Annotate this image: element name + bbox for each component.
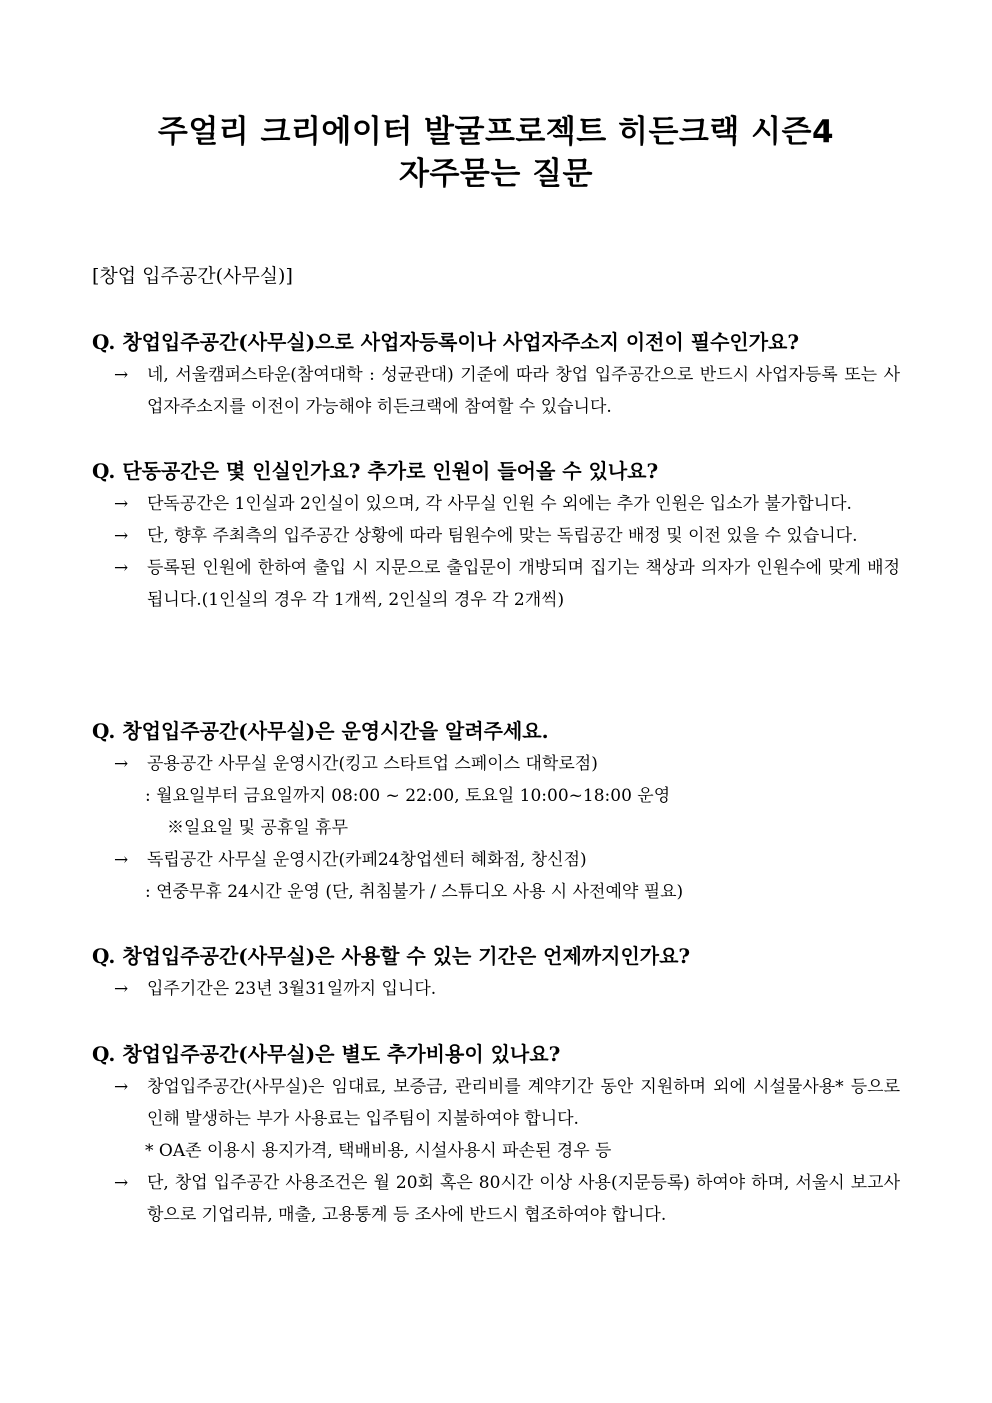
faq-question: Q. 단동공간은 몇 인실인가요? 추가로 인원이 들어올 수 있나요? <box>92 459 659 483</box>
faq-answer <box>92 359 900 423</box>
arrow-icon: → <box>114 526 129 546</box>
faq-answer-text: 단독공간은 1인실과 2인실이 있으며, 각 사무실 인원 수 외에는 추가 인원은 입소가 불가합니다. <box>147 494 852 514</box>
faq-detail: : 연중무휴 24시간 운영 (단, 취침불가 / 스튜디오 사용 시 사전예약 필요) <box>145 882 684 902</box>
faq-answer-text: 네, 서울캠퍼스타운(참여대학 : 성균관대) 기준에 따라 창업 입주공간으로 반드시 사업자등록 또는 사업자주소지를 이전이 가능해야 히든크랙에 참여할 수 있습니다. <box>147 365 900 417</box>
faq-answer-text: 등록된 인원에 한하여 출입 시 지문으로 출입문이 개방되며 집기는 책상과 의자가 인원수에 맞게 배정됩니다.(1인실의 경우 각 1개씩, 2인실의 경우 각 2개씩) <box>147 558 900 610</box>
faq-answer-text: 단, 창업 입주공간 사용조건은 월 20회 혹은 80시간 이상 사용(지문등록) 하여야 하며, 서울시 보고사항으로 기업리뷰, 매출, 고용통계 등 조사에 반드시 협조하여야 합니다. <box>147 1173 900 1225</box>
section-heading: [창업 입주공간(사무실)] <box>92 265 293 287</box>
arrow-icon: → <box>114 365 129 385</box>
faq-item <box>92 1039 900 1231</box>
faq-answer-text: 입주기간은 23년 3월31일까지 입니다. <box>147 979 437 999</box>
faq-item <box>92 941 900 1005</box>
arrow-icon: → <box>114 1077 129 1097</box>
faq-footnote: * OA존 이용시 용지가격, 택배비용, 시설사용시 파손된 경우 등 <box>145 1141 612 1161</box>
faq-answer-text: 공용공간 사무실 운영시간(킹고 스타트업 스페이스 대학로점) <box>147 754 598 774</box>
arrow-icon: → <box>114 558 129 578</box>
faq-detail-note: ※일요일 및 공휴일 휴무 <box>167 818 349 838</box>
arrow-icon: → <box>114 979 129 999</box>
faq-item <box>92 716 900 908</box>
faq-answer-text: 독립공간 사무실 운영시간(카페24창업센터 혜화점, 창신점) <box>147 850 587 870</box>
document-subtitle: 자주묻는 질문 <box>399 156 593 192</box>
document-title: 주얼리 크리에이터 발굴프로젝트 히든크랙 시즌4 <box>157 114 835 150</box>
faq-answer <box>92 488 900 520</box>
faq-answer-text: 단, 향후 주최측의 입주공간 상황에 따라 팀원수에 맞는 독립공간 배정 및 이전 있을 수 있습니다. <box>147 526 858 546</box>
faq-answer <box>92 748 900 780</box>
arrow-icon: → <box>114 494 129 514</box>
faq-question: Q. 창업입주공간(사무실)은 운영시간을 알려주세요. <box>92 719 549 743</box>
faq-answer <box>92 552 900 616</box>
arrow-icon: → <box>114 754 129 774</box>
faq-question: Q. 창업입주공간(사무실)은 사용할 수 있는 기간은 언제까지인가요? <box>92 944 691 968</box>
faq-detail: : 월요일부터 금요일까지 08:00 ~ 22:00, 토요일 10:00~18:00 운영 <box>145 786 671 806</box>
faq-answer <box>92 844 900 876</box>
faq-answer <box>92 520 900 552</box>
faq-answer <box>92 1071 900 1135</box>
faq-question: Q. 창업입주공간(사무실)은 별도 추가비용이 있나요? <box>92 1042 561 1066</box>
faq-question: Q. 창업입주공간(사무실)으로 사업자등록이나 사업자주소지 이전이 필수인가요? <box>92 330 800 354</box>
faq-answer-text: 창업입주공간(사무실)은 임대료, 보증금, 관리비를 계약기간 동안 지원하며 외에 시설물사용* 등으로 인해 발생하는 부가 사용료는 입주팀이 지불하여야 합니다. <box>147 1077 900 1129</box>
faq-answer <box>92 973 900 1005</box>
faq-item <box>92 456 900 616</box>
arrow-icon: → <box>114 850 129 870</box>
faq-answer <box>92 1167 900 1231</box>
faq-item <box>92 327 900 423</box>
arrow-icon: → <box>114 1173 129 1193</box>
